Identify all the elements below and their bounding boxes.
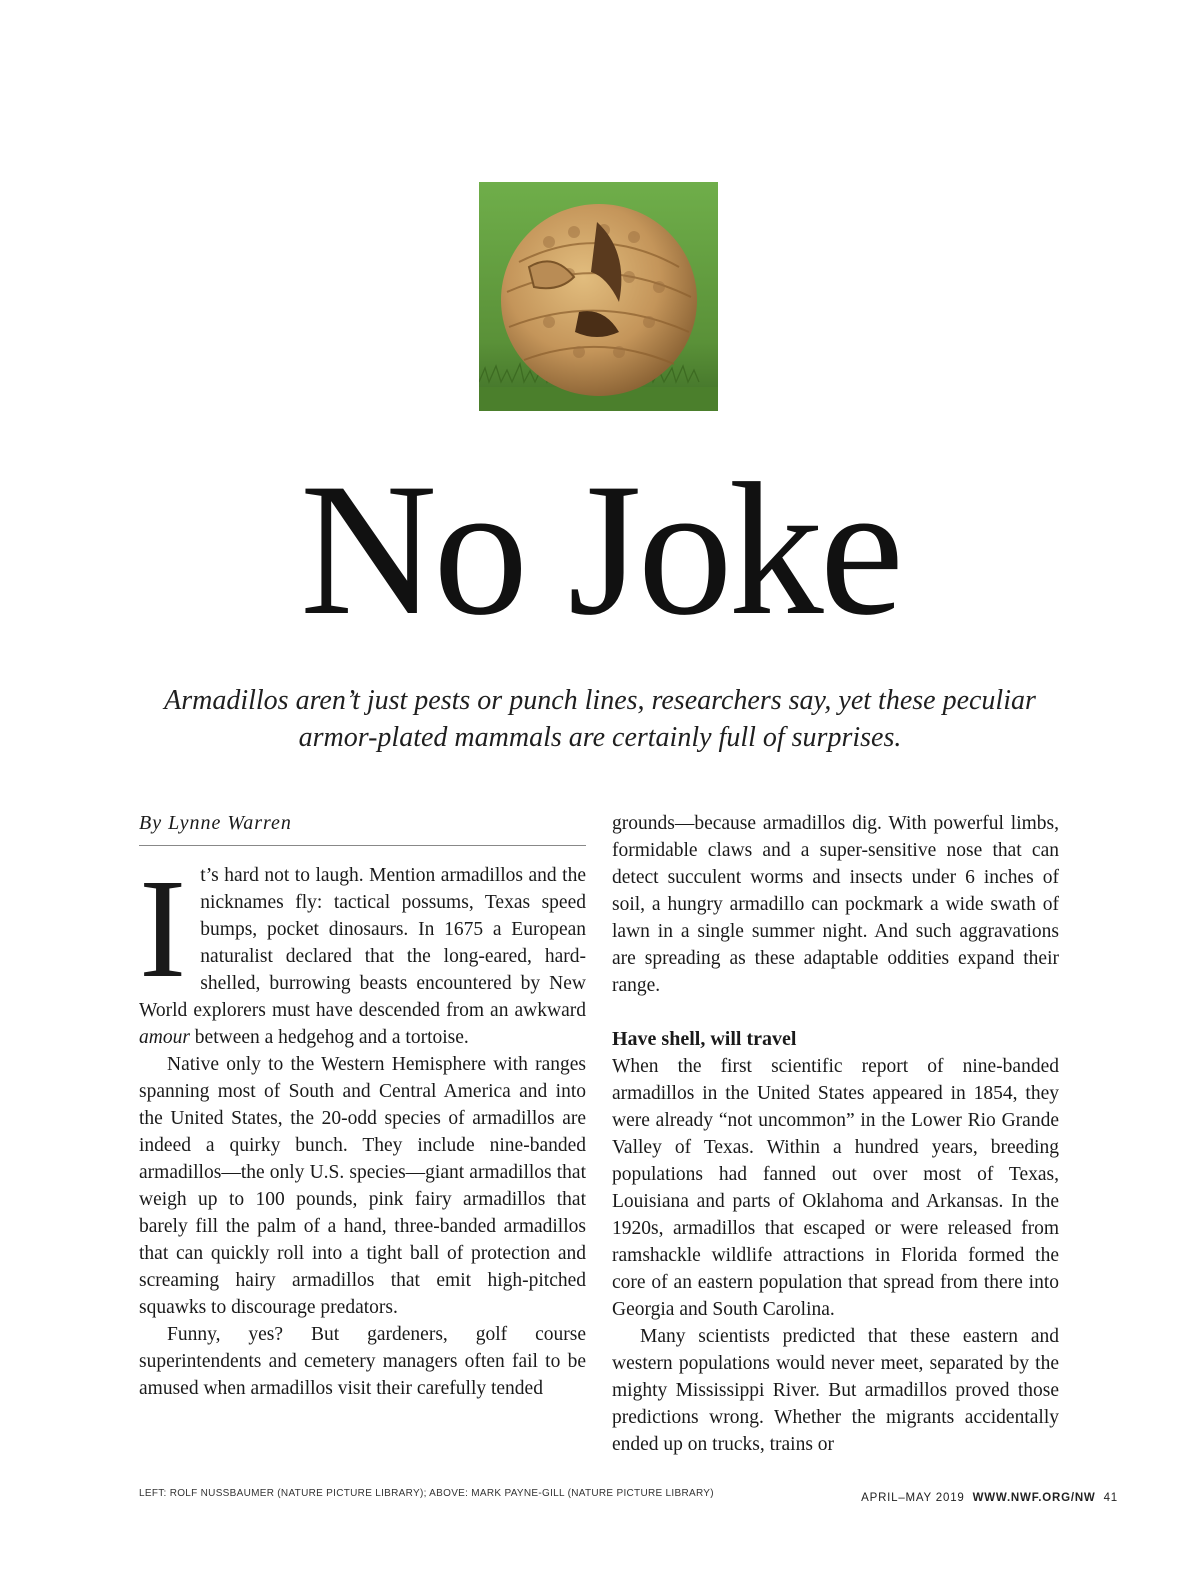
column-left <box>139 810 586 1402</box>
paragraph-3-continued: grounds—because armadillos dig. With powerful limbs, formidable claws and a super-sensitive nose that can detect succulent worms and insects under 6 inches of soil, a hungry armadillo can pockmark a wide swath of lawn in a single summer night. And such aggravations are spreading as these adaptable oddities expand their range. <box>612 813 1059 996</box>
byline: By Lynne Warren <box>139 810 586 846</box>
paragraph-2: Native only to the Western Hemisphere with ranges spanning most of South and Central America and into the United States, the 20-odd species of armadillos are indeed a quirky bunch. They include nine-banded armadillos—the only U.S. species—giant armadillos that weigh up to 100 pounds, pink fairy armadillos that barely fill the palm of a hand, three-banded armadillos that can quickly roll into a tight ball of protection and screaming hairy armadillos that emit high-pitched squawks to discourage predators. <box>139 1054 586 1318</box>
paragraph-1-end: between a hedgehog and a tortoise. <box>189 1027 469 1048</box>
subhead: Have shell, will travel <box>612 1028 797 1050</box>
website-url: WWW.NWF.ORG/NW <box>972 1492 1096 1504</box>
article-title: No Joke <box>300 445 900 655</box>
paragraph-4: When the first scientific report of nine-banded armadillos in the United States appeared in 1854, they were already “not uncommon” in the Lower Rio Grande Valley of Texas. Within a hundred years, breeding populations had fanned out over most of Texas, Louisiana and parts of Oklahoma and Arkansas. In the 1920s, armadillos that escaped or were released from ramshackle wildlife attractions in Florida formed the core of an eastern population that spread from there into Georgia and South Carolina. <box>612 1056 1059 1320</box>
paragraph-1 <box>139 849 586 1051</box>
page-footer <box>861 1492 1118 1504</box>
page-number: 41 <box>1103 1492 1118 1504</box>
issue-date: APRIL–MAY 2019 <box>861 1492 965 1504</box>
drop-cap: I <box>139 849 187 1007</box>
article-dek: Armadillos aren’t just pests or punch lines, researchers say, yet these peculiar armor-plated mammals are certainly full of surprises. <box>164 685 1036 753</box>
photo-credit: LEFT: ROLF NUSSBAUMER (NATURE PICTURE LIBRARY); ABOVE: MARK PAYNE-GILL (NATURE PICTURE LIBRARY) <box>139 1488 714 1499</box>
italic-word: amour <box>139 1027 190 1048</box>
paragraph-5: Many scientists predicted that these eastern and western populations would never meet, separated by the mighty Mississippi River. But armadillos proved those predictions wrong. Whether the migrants accidentally ended up on trucks, trains or <box>612 1326 1059 1455</box>
paragraph-1-text: t’s hard not to laugh. Mention armadillos and the nicknames fly: tactical possums, Texas speed bumps, pocket dinosaurs. In 1675 a European naturalist declared that the long-eared, hard-shelled, burrowing beasts encountered by New World explorers must have descended from an awkward <box>139 865 586 1021</box>
armadillo-photo <box>479 182 718 411</box>
paragraph-3: Funny, yes? But gardeners, golf course superintendents and cemetery managers often fail to be amused when armadillos visit their carefully tended <box>139 1324 586 1399</box>
column-right <box>612 810 1059 1458</box>
